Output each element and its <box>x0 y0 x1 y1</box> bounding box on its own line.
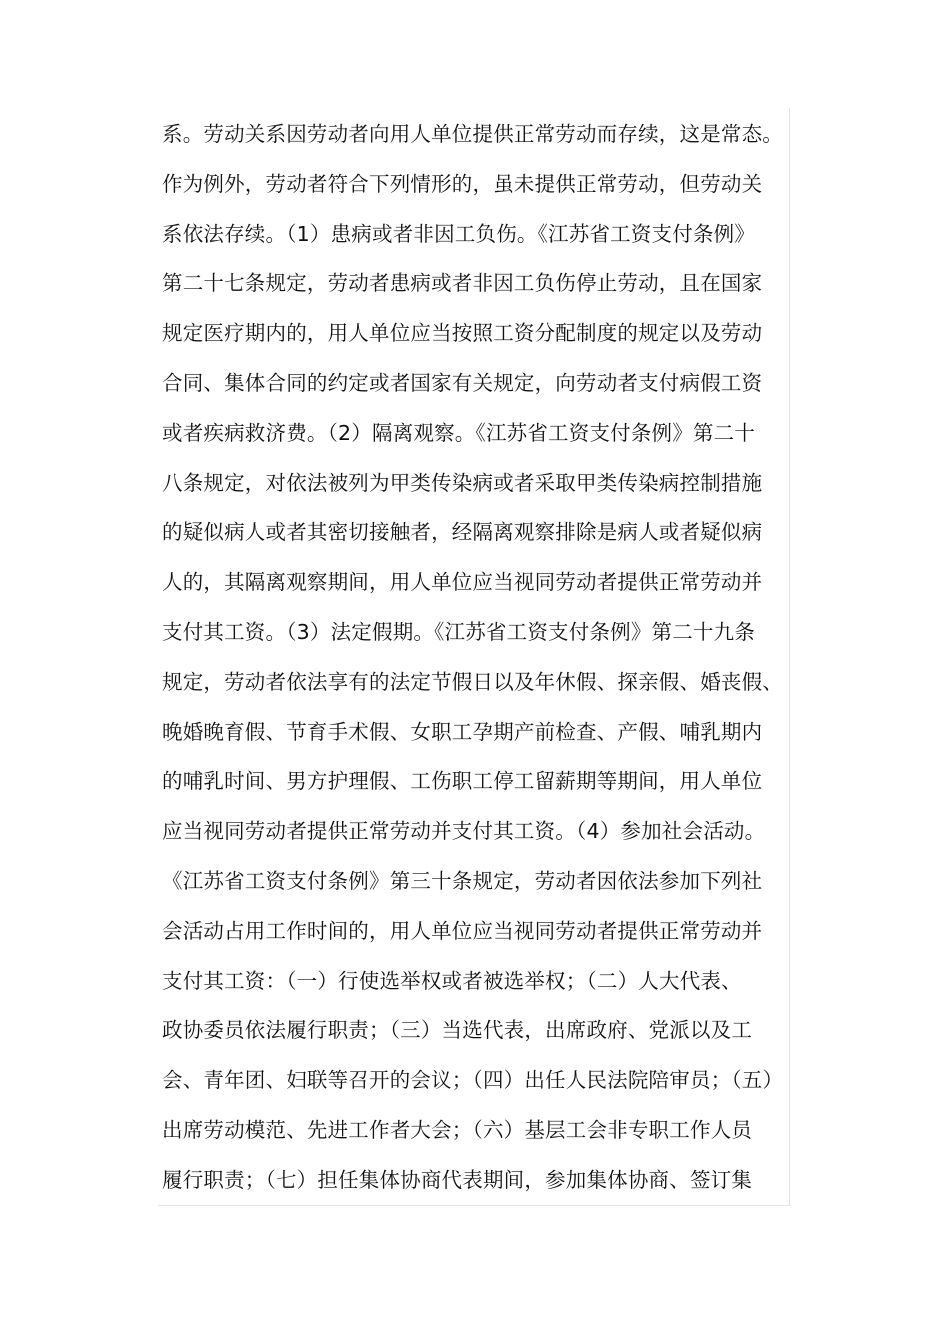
text-line: 《江苏省工资支付条例》第三十条规定，劳动者因依法参加下列社 <box>162 868 763 893</box>
text-line: 的疑似病人或者其密切接触者，经隔离观察排除是病人或者疑似病 <box>162 520 763 545</box>
text-line: 的哺乳时间、男方护理假、工伤职工停工留薪期等期间，用人单位 <box>162 769 763 794</box>
text-line: 八条规定，对依法被列为甲类传染病或者采取甲类传染病控制措施 <box>162 470 763 495</box>
text-line: 支付其工资：（一）行使选举权或者被选举权；（二）人大代表、 <box>162 968 742 993</box>
text-line: 人的，其隔离观察期间，用人单位应当视同劳动者提供正常劳动并 <box>162 570 763 595</box>
text-line: 支付其工资。（3）法定假期。《江苏省工资支付条例》第二十九条 <box>162 619 756 644</box>
text-line: 会活动占用工作时间的，用人单位应当视同劳动者提供正常劳动并 <box>162 918 763 943</box>
document-body <box>162 110 802 1206</box>
text-line: 规定医疗期内的，用人单位应当按照工资分配制度的规定以及劳动 <box>162 321 763 346</box>
text-line: 或者疾病救济费。（2）隔离观察。《江苏省工资支付条例》第二十 <box>162 420 756 445</box>
text-line: 第二十七条规定，劳动者患病或者非因工负伤停止劳动，且在国家 <box>162 271 763 296</box>
text-line: 系依法存续。（1）患病或者非因工负伤。《江苏省工资支付条例》 <box>162 221 756 246</box>
text-line: 应当视同劳动者提供正常劳动并支付其工资。（4）参加社会活动。 <box>162 819 766 844</box>
text-line: 履行职责；（七）担任集体协商代表期间，参加集体协商、签订集 <box>162 1167 753 1192</box>
text-line: 出席劳动模范、先进工作者大会；（六）基层工会非专职工作人员 <box>162 1117 753 1142</box>
text-line: 政协委员依法履行职责；（三）当选代表，出席政府、党派以及工 <box>162 1018 753 1043</box>
text-line: 晚婚晚育假、节育手术假、女职工孕期产前检查、产假、哺乳期内 <box>162 719 763 744</box>
text-line: 作为例外，劳动者符合下列情形的，虽未提供正常劳动，但劳动关 <box>162 171 763 196</box>
text-line: 系。劳动关系因劳动者向用人单位提供正常劳动而存续，这是常态。 <box>162 122 783 146</box>
text-line: 规定，劳动者依法享有的法定节假日以及年休假、探亲假、婚丧假、 <box>162 669 783 694</box>
text-line: 会、青年团、妇联等召开的会议；（四）出任人民法院陪审员；（五） <box>162 1068 784 1093</box>
text-line: 合同、集体合同的约定或者国家有关规定，向劳动者支付病假工资 <box>162 370 763 395</box>
